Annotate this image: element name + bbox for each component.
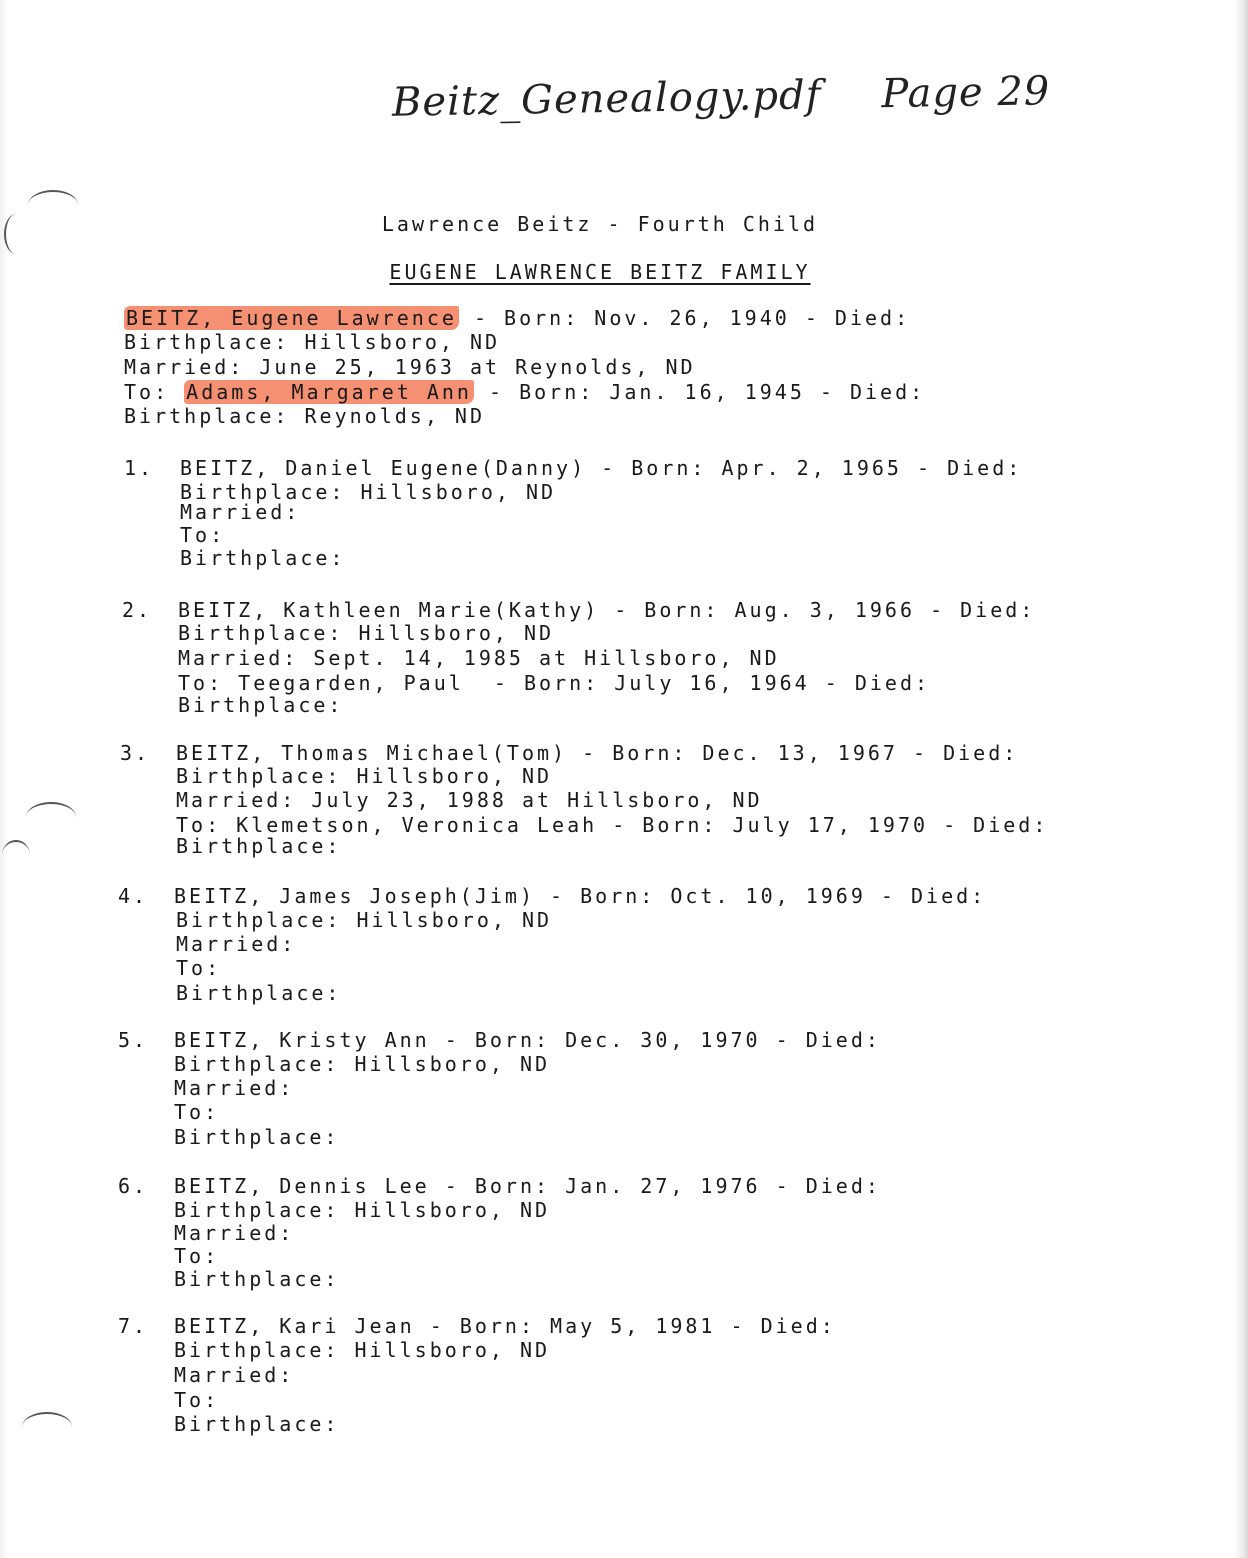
head-name-line <box>124 306 910 330</box>
child-birthplace: Birthplace: Hillsboro, ND <box>174 1198 551 1222</box>
child-entry <box>120 741 1018 765</box>
highlighted-head-name: BEITZ, Eugene Lawrence <box>126 306 457 330</box>
child-married: Married: <box>174 1363 295 1387</box>
handwritten-file-note <box>392 68 1051 125</box>
child-spouse-birthplace: Birthplace: <box>174 1267 340 1291</box>
binder-hole-mark <box>26 802 76 832</box>
child-married: Married: <box>174 1076 295 1100</box>
child-name-line: BEITZ, Daniel Eugene(Danny) - Born: Apr. 2, 1965 - Died: <box>180 456 1023 480</box>
highlighted-spouse-name: Adams, Margaret Ann <box>186 380 472 404</box>
handwritten-filename: Beitz_Genealogy.pdf <box>391 72 822 126</box>
binder-hole-mark <box>22 1412 72 1442</box>
child-number: 5. <box>118 1028 149 1052</box>
child-entry <box>122 598 1035 622</box>
child-name-line: BEITZ, Kristy Ann - Born: Dec. 30, 1970 - Died: <box>174 1028 881 1052</box>
child-spouse-birthplace: Birthplace: <box>178 693 344 717</box>
child-birthplace: Birthplace: Hillsboro, ND <box>180 480 557 504</box>
child-spouse-birthplace: Birthplace: <box>176 834 342 858</box>
child-entry <box>118 1314 836 1338</box>
child-name-line: BEITZ, Kari Jean - Born: May 5, 1981 - Died: <box>174 1314 836 1338</box>
child-spouse: To: Klemetson, Veronica Leah - Born: July 17, 1970 - Died: <box>176 813 1049 837</box>
child-birthplace: Birthplace: Hillsboro, ND <box>174 1338 551 1362</box>
child-married: Married: <box>174 1221 295 1245</box>
child-birthplace: Birthplace: Hillsboro, ND <box>178 621 555 645</box>
head-married: Married: June 25, 1963 at Reynolds, ND <box>124 355 696 379</box>
page-right-edge <box>1234 0 1248 1558</box>
child-spouse: To: <box>174 1388 220 1412</box>
child-entry <box>124 456 1022 480</box>
child-entry <box>118 1028 881 1052</box>
child-spouse: To: <box>180 523 226 547</box>
child-number: 2. <box>122 598 153 622</box>
child-married: Married: July 23, 1988 at Hillsboro, ND <box>176 788 763 812</box>
child-married: Married: <box>176 932 297 956</box>
child-entry <box>118 884 986 908</box>
child-name-line: BEITZ, Kathleen Marie(Kathy) - Born: Aug. 3, 1966 - Died: <box>178 598 1036 622</box>
child-name-line: BEITZ, Thomas Michael(Tom) - Born: Dec. 13, 1967 - Died: <box>176 741 1019 765</box>
head-born-died: - Born: Nov. 26, 1940 - Died: <box>458 306 911 330</box>
child-married: Married: Sept. 14, 1985 at Hillsboro, ND <box>178 646 780 670</box>
child-name-line: BEITZ, Dennis Lee - Born: Jan. 27, 1976 - Died: <box>174 1174 881 1198</box>
child-entry <box>118 1174 881 1198</box>
spouse-born-died: - Born: Jan. 16, 1945 - Died: <box>473 380 926 404</box>
child-spouse-birthplace: Birthplace: <box>174 1125 340 1149</box>
child-spouse: To: <box>174 1244 220 1268</box>
child-married: Married: <box>180 500 301 524</box>
spouse-prefix: To: <box>124 380 185 404</box>
child-spouse: To: Teegarden, Paul - Born: July 16, 1964 - Died: <box>178 671 931 695</box>
child-number: 7. <box>118 1314 149 1338</box>
head-spouse-line <box>124 380 925 404</box>
child-spouse: To: <box>176 956 222 980</box>
child-number: 6. <box>118 1174 149 1198</box>
child-birthplace: Birthplace: Hillsboro, ND <box>174 1052 551 1076</box>
child-number: 3. <box>120 741 151 765</box>
binder-hole-mark <box>2 840 30 870</box>
child-spouse-birthplace: Birthplace: <box>176 981 342 1005</box>
child-spouse: To: <box>174 1100 220 1124</box>
child-number: 1. <box>124 456 155 480</box>
head-birthplace: Birthplace: Hillsboro, ND <box>124 330 501 354</box>
document-title: EUGENE LAWRENCE BEITZ FAMILY <box>389 260 811 284</box>
child-number: 4. <box>118 884 149 908</box>
handwritten-page-number: Page 29 <box>880 68 1051 118</box>
spouse-birthplace: Birthplace: Reynolds, ND <box>124 404 485 428</box>
child-name-line: BEITZ, James Joseph(Jim) - Born: Oct. 10, 1969 - Died: <box>174 884 987 908</box>
child-spouse-birthplace: Birthplace: <box>180 546 346 570</box>
child-birthplace: Birthplace: Hillsboro, ND <box>176 908 553 932</box>
document-subtitle: Lawrence Beitz - Fourth Child <box>381 212 819 236</box>
child-spouse-birthplace: Birthplace: <box>174 1412 340 1436</box>
child-birthplace: Birthplace: Hillsboro, ND <box>176 764 553 788</box>
